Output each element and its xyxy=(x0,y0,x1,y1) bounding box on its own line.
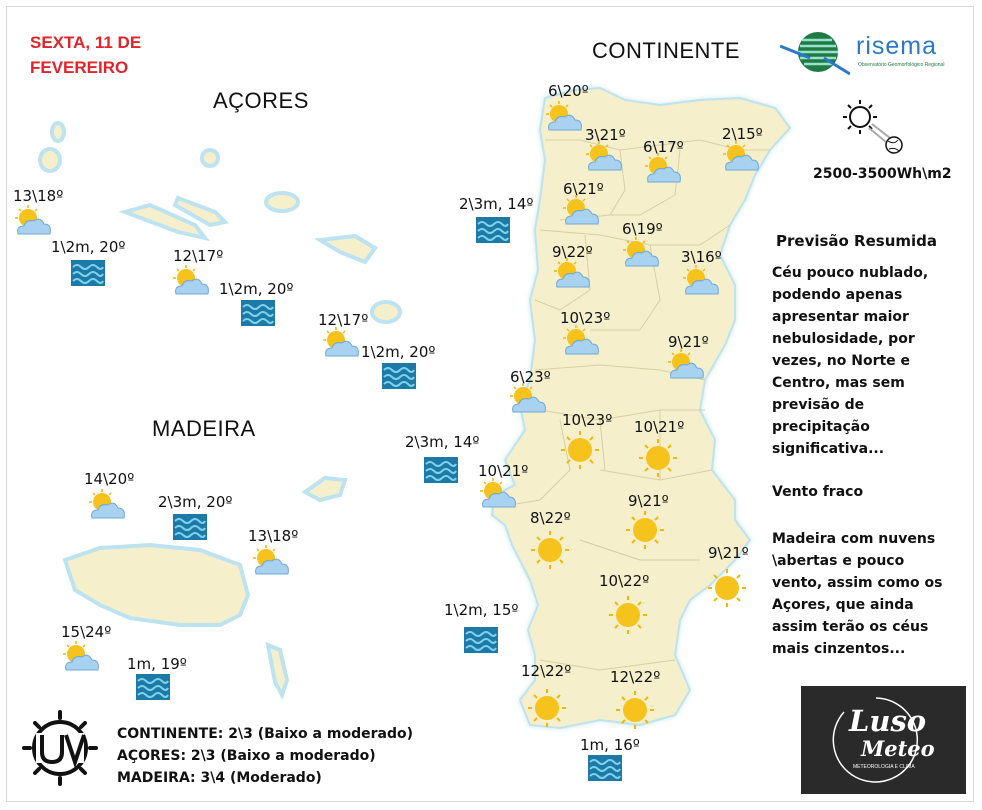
sun-icon xyxy=(708,569,746,607)
partly-cloudy-icon xyxy=(480,478,515,507)
region-title-acores: AÇORES xyxy=(213,88,309,113)
sea-label: 2\3m, 14º xyxy=(459,195,534,213)
region-title-continente: CONTINENTE xyxy=(592,38,740,63)
sun-icon xyxy=(639,439,677,477)
temp-label: 6\20º xyxy=(548,82,589,100)
temp-label: 10\21º xyxy=(478,462,529,480)
sun-icon xyxy=(531,531,569,569)
region-title-madeira: MADEIRA xyxy=(152,416,256,441)
partly-cloudy-icon xyxy=(63,641,98,670)
summary-wind: Vento fraco xyxy=(772,484,864,500)
partly-cloudy-icon xyxy=(323,327,358,356)
sun-icon xyxy=(528,689,566,727)
luso-wordmark: Luso xyxy=(849,704,927,738)
partly-cloudy-icon xyxy=(586,141,621,170)
sea-label: 1m, 19º xyxy=(127,655,187,673)
partly-cloudy-icon xyxy=(554,258,589,287)
temp-label: 9\21º xyxy=(708,544,749,562)
partly-cloudy-icon xyxy=(89,489,124,518)
summary-islands: Madeira com nuvens \abertas e pouco vento, assim como os Açores, que ainda assim terão os céus mais cinzentos... xyxy=(772,531,943,657)
temp-label: 3\21º xyxy=(585,126,626,144)
partly-cloudy-icon xyxy=(510,383,545,412)
temp-label: 12\22º xyxy=(610,668,661,686)
temp-label: 9\22º xyxy=(552,243,593,261)
date-line-1: SEXTA, 11 DE xyxy=(30,33,142,52)
wave-icon xyxy=(382,363,416,389)
wave-icon xyxy=(241,300,275,326)
wave-icon xyxy=(464,627,498,653)
radiation-value: 2500-3500Wh\m2 xyxy=(813,166,952,182)
wave-icon xyxy=(588,755,622,781)
uv-madeira: MADEIRA: 3\4 (Moderado) xyxy=(117,770,322,786)
temp-label: 9\21º xyxy=(668,333,709,351)
temp-label: 15\24º xyxy=(61,623,112,641)
sea-label: 1\2m, 20º xyxy=(51,238,126,256)
wave-icon xyxy=(424,457,458,483)
temp-label: 8\22º xyxy=(530,509,571,527)
risema-subtitle: Observatório Geomorfológico Regional xyxy=(858,62,945,68)
wave-icon xyxy=(476,217,510,243)
temp-label: 9\21º xyxy=(628,492,669,510)
partly-cloudy-icon xyxy=(173,265,208,294)
temp-label: 10\23º xyxy=(560,309,611,327)
temp-label: 3\16º xyxy=(681,248,722,266)
partly-cloudy-icon xyxy=(723,141,758,170)
partly-cloudy-icon xyxy=(563,325,598,354)
partly-cloudy-icon xyxy=(683,265,718,294)
temp-label: 2\15º xyxy=(722,125,763,143)
sea-label: 1\2m, 20º xyxy=(219,280,294,298)
temp-label: 14\20º xyxy=(84,470,135,488)
sun-icon xyxy=(626,511,664,549)
temp-label: 10\23º xyxy=(562,411,613,429)
uv-icon xyxy=(24,712,96,784)
temp-label: 12\17º xyxy=(318,311,369,329)
sea-label: 1\2m, 15º xyxy=(444,601,519,619)
sea-label: 1m, 16º xyxy=(580,736,640,754)
temp-label: 6\23º xyxy=(510,368,551,386)
risema-globe-icon xyxy=(780,28,850,78)
risema-logo xyxy=(780,30,962,72)
temp-label: 6\19º xyxy=(622,220,663,238)
sea-label: 2\3m, 20º xyxy=(158,493,233,511)
partly-cloudy-icon xyxy=(623,237,658,266)
sun-icon xyxy=(561,431,599,469)
partly-cloudy-icon xyxy=(15,205,50,234)
sun-icon xyxy=(609,596,647,634)
temp-label: 13\18º xyxy=(13,187,64,205)
solar-radiation-icon xyxy=(843,100,902,153)
summary-text: Céu pouco nublado, podendo apenas apresentar maior nebulosidade, por vezes, no Norte e Centro, mas sem previsão de precipitação significativa... xyxy=(772,265,929,457)
uv-acores: AÇORES: 2\3 (Baixo a moderado) xyxy=(117,748,376,764)
temp-label: 12\22º xyxy=(521,662,572,680)
temp-label: 6\21º xyxy=(563,180,604,198)
partly-cloudy-icon xyxy=(253,545,288,574)
lusometeo-subtitle: METEOROLOGIA E CLIMA xyxy=(853,764,915,770)
meteo-wordmark: Meteo xyxy=(861,736,935,761)
partly-cloudy-icon xyxy=(668,349,703,378)
temp-label: 10\21º xyxy=(634,418,685,436)
temp-label: 13\18º xyxy=(248,527,299,545)
lusometeo-logo xyxy=(801,686,966,794)
partly-cloudy-icon xyxy=(645,153,680,182)
sea-label: 2\3m, 14º xyxy=(405,433,480,451)
partly-cloudy-icon xyxy=(563,195,598,224)
sea-label: 1\2m, 20º xyxy=(361,343,436,361)
temp-label: 10\22º xyxy=(599,572,650,590)
temp-label: 6\17º xyxy=(643,138,684,156)
sun-icon xyxy=(616,691,654,729)
uv-continente: CONTINENTE: 2\3 (Baixo a moderado) xyxy=(117,726,413,742)
partly-cloudy-icon xyxy=(546,101,581,130)
temp-label: 12\17º xyxy=(173,247,224,265)
risema-wordmark: risema xyxy=(856,32,938,60)
wave-icon xyxy=(173,514,207,540)
date-line-2: FEVEREIRO xyxy=(30,58,129,77)
wave-icon xyxy=(136,674,170,700)
summary-title: Previsão Resumida xyxy=(776,232,938,250)
wave-icon xyxy=(71,260,105,286)
